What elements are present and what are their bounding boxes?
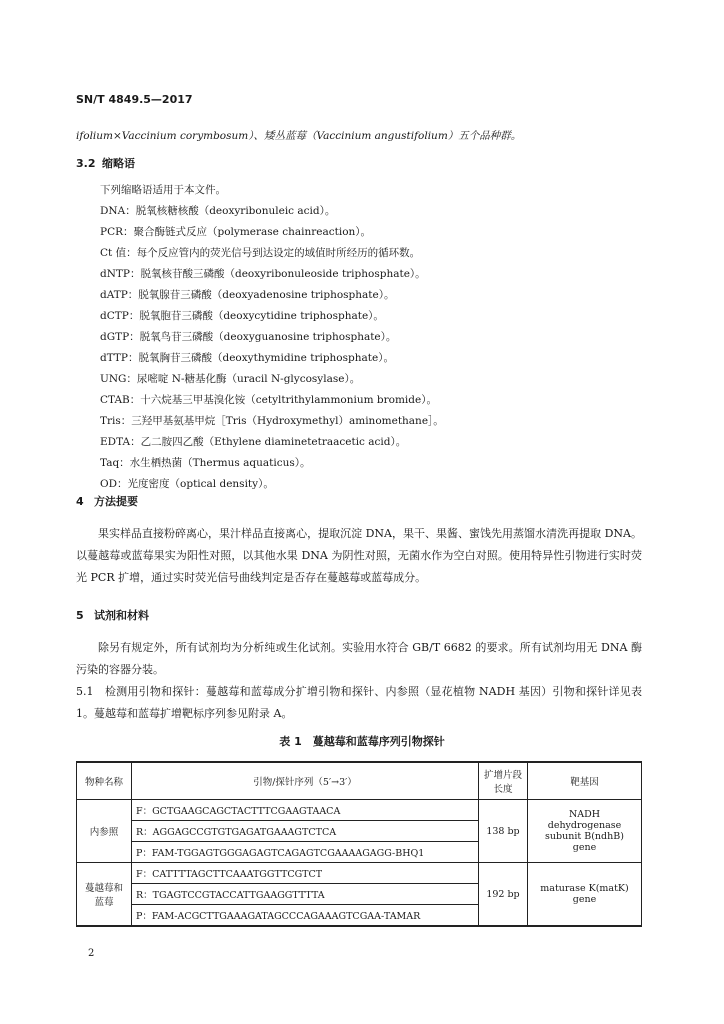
table-row (77, 800, 642, 821)
abbreviation-item: EDTA：乙二胺四乙酸（Ethylene diaminetetraacetic acid）。 (100, 436, 407, 448)
section-3-2-title: 缩略语 (102, 157, 135, 170)
abbreviation-item: Tris：三羟甲基氨基甲烷［Tris（Hydroxymethyl）aminomethane］。 (100, 415, 444, 427)
sequence-cell: R：TGAGTCCGTACCATTGAAGGTTTTA (132, 884, 479, 905)
section-5-number: 5 (76, 609, 84, 622)
section-3-2-number: 3.2 (76, 157, 96, 170)
abbreviation-item: dNTP：脱氧核苷酸三磷酸（deoxyribonuleoside triphosphate）。 (100, 268, 426, 280)
table-header-row (77, 762, 642, 800)
abbreviation-item: dTTP：脱氧胸苷三磷酸（deoxythymidine triphosphate）。 (100, 352, 394, 364)
header-target: 靶基因 (528, 762, 642, 800)
abbreviation-item: Taq：水生栖热菌（Thermus aquaticus）。 (100, 457, 311, 469)
primer-probe-table (76, 761, 642, 927)
species-cell: 内参照 (77, 800, 132, 863)
abbreviation-item: dCTP：脱氧胞苷三磷酸（deoxycytidine triphosphate）。 (100, 310, 384, 322)
abbreviation-item: CTAB：十六烷基三甲基溴化铵（cetyltrithylammonium bromide）。 (100, 394, 437, 406)
sequence-cell: P：FAM-TGGAGTGGGAGAGTCAGAGTCGAAAAGAGG-BHQ1 (132, 842, 479, 863)
abbreviation-item: dGTP：脱氧鸟苷三磷酸（deoxyguanosine triphosphate）。 (100, 331, 397, 343)
sequence-cell: R：AGGAGCCGTGTGAGATGAAAGTCTCA (132, 821, 479, 842)
page-number: 2 (88, 948, 95, 959)
sequence-cell: P：FAM-ACGCTTGAAAGATAGCCCAGAAAGTCGAA-TAMAR (132, 905, 479, 927)
section-4-body: 果实样品直接粉碎离心，果汁样品直接离心，提取沉淀 DNA，果干、果酱、蜜饯先用蒸馏水清洗再提取 DNA。以蔓越莓或蓝莓果实为阳性对照，以其他水果 DNA 为阴性对照，无菌水作为空白对照。使用特异性引物进行实时荧光 PCR 扩增，通过实时荧光信号曲线判定是否存在蔓越莓或蓝莓成分。 (76, 527, 642, 584)
abbreviation-item: dATP：脱氧腺苷三磷酸（deoxyadenosine triphosphate）。 (100, 289, 395, 301)
table-1-title: 表 1 蔓越莓和蓝莓序列引物探针 (279, 735, 445, 748)
section-5-1-body: 5.1 检测用引物和探针：蔓越莓和蓝莓成分扩增引物和探针、内参照（显花植物 NADH 基因）引物和探针详见表 1。蔓越莓和蓝莓扩增靶标序列参见附录 A。 (76, 685, 642, 720)
target-cell: NADH dehydrogenase subunit B(ndhB) gene (528, 800, 642, 863)
sequence-cell: F：CATTTTAGCTTCAAATGGTTCGTCT (132, 863, 479, 884)
table-row (77, 863, 642, 884)
abbreviation-item: OD：光度密度（optical density）。 (100, 478, 274, 490)
abbreviation-lead: 下列缩略语适用于本文件。 (100, 184, 226, 196)
abbreviation-item: UNG：尿嘧啶 N-糖基化酶（uracil N-glycosylase）。 (100, 373, 361, 385)
abbreviation-list (100, 180, 444, 495)
intro-line: ifolium×Vaccinium corymbosum）、矮丛蓝莓（Vaccinium angustifolium）五个品种群。 (76, 130, 522, 142)
length-cell: 192 bp (479, 863, 528, 927)
target-cell: maturase K(matK) gene (528, 863, 642, 927)
species-cell: 蔓越莓和蓝莓 (77, 863, 132, 927)
header-length: 扩增片段长度 (479, 762, 528, 800)
abbreviation-item: DNA：脱氧核糖核酸（deoxyribonuleic acid）。 (100, 205, 336, 217)
length-cell: 138 bp (479, 800, 528, 863)
abbreviation-item: PCR：聚合酶链式反应（polymerase chainreaction）。 (100, 226, 372, 238)
section-4-title: 方法提要 (94, 495, 138, 508)
header-species: 物种名称 (77, 762, 132, 800)
section-5-title: 试剂和材料 (94, 609, 149, 622)
abbreviation-item: Ct 值：每个反应管内的荧光信号到达设定的域值时所经历的循环数。 (100, 247, 421, 259)
section-4-number: 4 (76, 495, 84, 508)
sequence-cell: F：GCTGAAGCAGCTACTTTCGAAGTAACA (132, 800, 479, 821)
standard-number: SN/T 4849.5—2017 (76, 93, 193, 106)
section-5-body: 除另有规定外，所有试剂均为分析纯或生化试剂。实验用水符合 GB/T 6682 的要求。所有试剂均用无 DNA 酶污染的容器分装。 (76, 641, 642, 676)
header-sequence: 引物/探针序列（5′→3′） (132, 762, 479, 800)
